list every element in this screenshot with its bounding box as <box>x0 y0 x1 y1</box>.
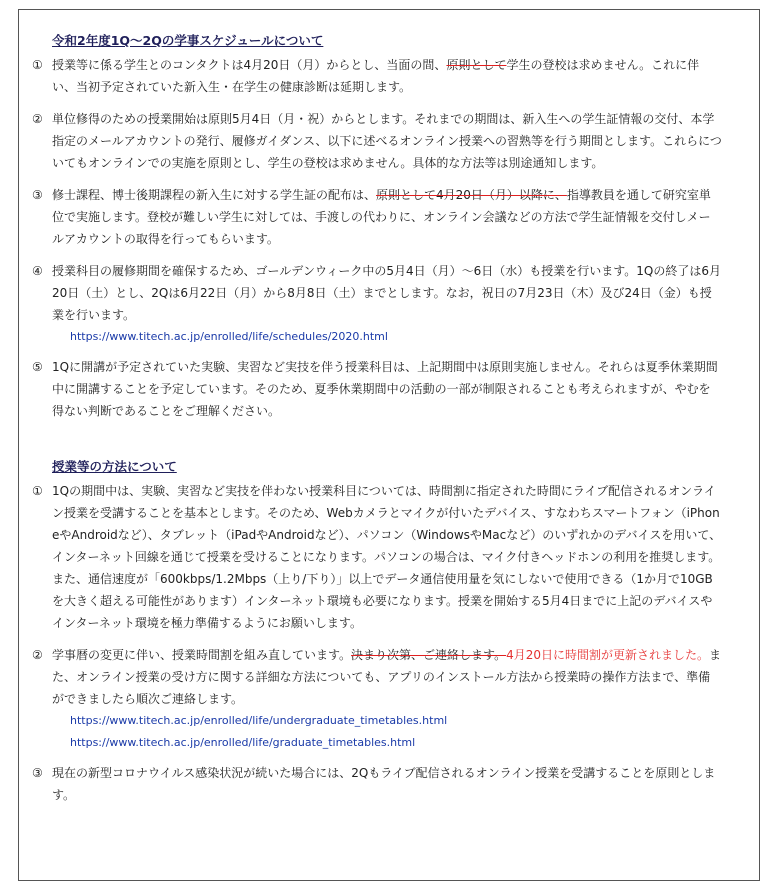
list-item <box>32 480 722 634</box>
item-text: 現在の新型コロナウイルス感染状況が続いた場合には、2Qもライブ配信されるオンライン授業を受講することを原則とします。 <box>52 766 716 802</box>
schedule-link[interactable]: https://www.titech.ac.jp/enrolled/life/schedules/2020.html <box>70 330 388 343</box>
item-number: ② <box>32 648 43 662</box>
struck-text: 原則として <box>446 58 507 72</box>
struck-text: 原則として4月20日（月）以降に、 <box>376 188 567 202</box>
struck-text: 決まり次第、ご連絡します。 <box>351 648 507 662</box>
list-item <box>32 260 722 326</box>
list-item <box>32 762 722 806</box>
item-text: 学事暦の変更に伴い、授業時間割を組み直しています。決まり次第、ご連絡します。4月20日に時間割が更新されました。また、オンライン授業の受け方に関する詳細な方法についても、アプリのインストール方法から授業時の操作方法まで、準備ができましたら順次ご連絡します。 <box>52 648 722 706</box>
section-heading-schedule: 令和2年度1Q～2Qの学事スケジュールについて <box>52 33 324 48</box>
graduate-timetable-link[interactable]: https://www.titech.ac.jp/enrolled/life/graduate_timetables.html <box>70 736 416 749</box>
undergraduate-timetable-link[interactable]: https://www.titech.ac.jp/enrolled/life/undergraduate_timetables.html <box>70 714 448 727</box>
item-text: 単位修得のための授業開始は原則5月4日（月・祝）からとします。それまでの期間は、新入生への学生証情報の交付、本学指定のメールアカウントの発行、履修ガイダンス、以下に述べるオンライン授業への習熟等を行う期間とします。これらについてもオンラインでの実施を原則とし、学生の登校は求めません。具体的な方法等は別途通知します。 <box>52 112 722 170</box>
item-number: ① <box>32 58 43 72</box>
list-item <box>32 54 722 98</box>
list-item <box>32 108 722 174</box>
item-number: ② <box>32 112 43 126</box>
list-item <box>32 184 722 250</box>
item-number: ⑤ <box>32 360 43 374</box>
list-item <box>32 644 722 710</box>
item-number: ④ <box>32 264 43 278</box>
item-text: 修士課程、博士後期課程の新入生に対する学生証の配布は、原則として4月20日（月）以降に、指導教員を通して研究室単位で実施します。登校が難しい学生に対しては、手渡しの代わりに、オンライン会議などの方法で学生証情報を交付しメールアカウントの取得を行ってもらいます。 <box>52 188 711 246</box>
list-item <box>32 356 722 422</box>
item-text: 授業等に係る学生とのコンタクトは4月20日（月）からとし、当面の間、原則として学生の登校は求めません。これに伴い、当初予定されていた新入生・在学生の健康診断は延期します。 <box>52 58 700 94</box>
item-number: ① <box>32 484 43 498</box>
item-text: 授業科目の履修期間を確保するため、ゴールデンウィーク中の5月4日（月）～6日（水）も授業を行います。1Qの終了は6月20日（土）とし、2Qは6月22日（月）から8月8日（土）までとします。なお，祝日の7月23日（木）及び24日（金）も授業を行います。 <box>52 264 721 322</box>
item-text: 1Qに開講が予定されていた実験、実習など実技を伴う授業科目は、上記期間中は原則実施しません。それらは夏季休業期間中に開講することを予定しています。そのため、夏季休業期間中の活動の一部が制限されることも考えられますが、やむを得ない判断であることをご理解ください。 <box>52 360 718 418</box>
item-text: 1Qの期間中は、実験、実習など実技を伴わない授業科目については、時間割に指定された時間にライブ配信されるオンライン授業を受講することを基本とします。そのため、Webカメラとマイクが付いたデバイス、すなわちスマートフォン（iPhoneやAndroidなど）、タブレット（iPadやAndroidなど）、パソコン（WindowsやMacなど）のいずれかのデバイスを用いて、インターネット回線を通じて授業を受けることになります。パソコンの場合は、マイク付きヘッドホンの利用を推奨します。また、通信速度が「600kbps/1.2Mbps（上り/下り）」以上でデータ通信使用量を気にしないで使用できる（1か月で10GBを大きく超える可能性があります）インターネット環境も必要になります。授業を開始する5月4日までに上記のデバイスやインターネット環境を極力準備するようにお願いします。 <box>52 484 722 630</box>
item-number: ③ <box>32 188 43 202</box>
section-heading-methods: 授業等の方法について <box>52 459 177 474</box>
updated-notice: 4月20日に時間割が更新されました。 <box>506 648 709 662</box>
document-content <box>32 30 722 816</box>
item-number: ③ <box>32 766 43 780</box>
